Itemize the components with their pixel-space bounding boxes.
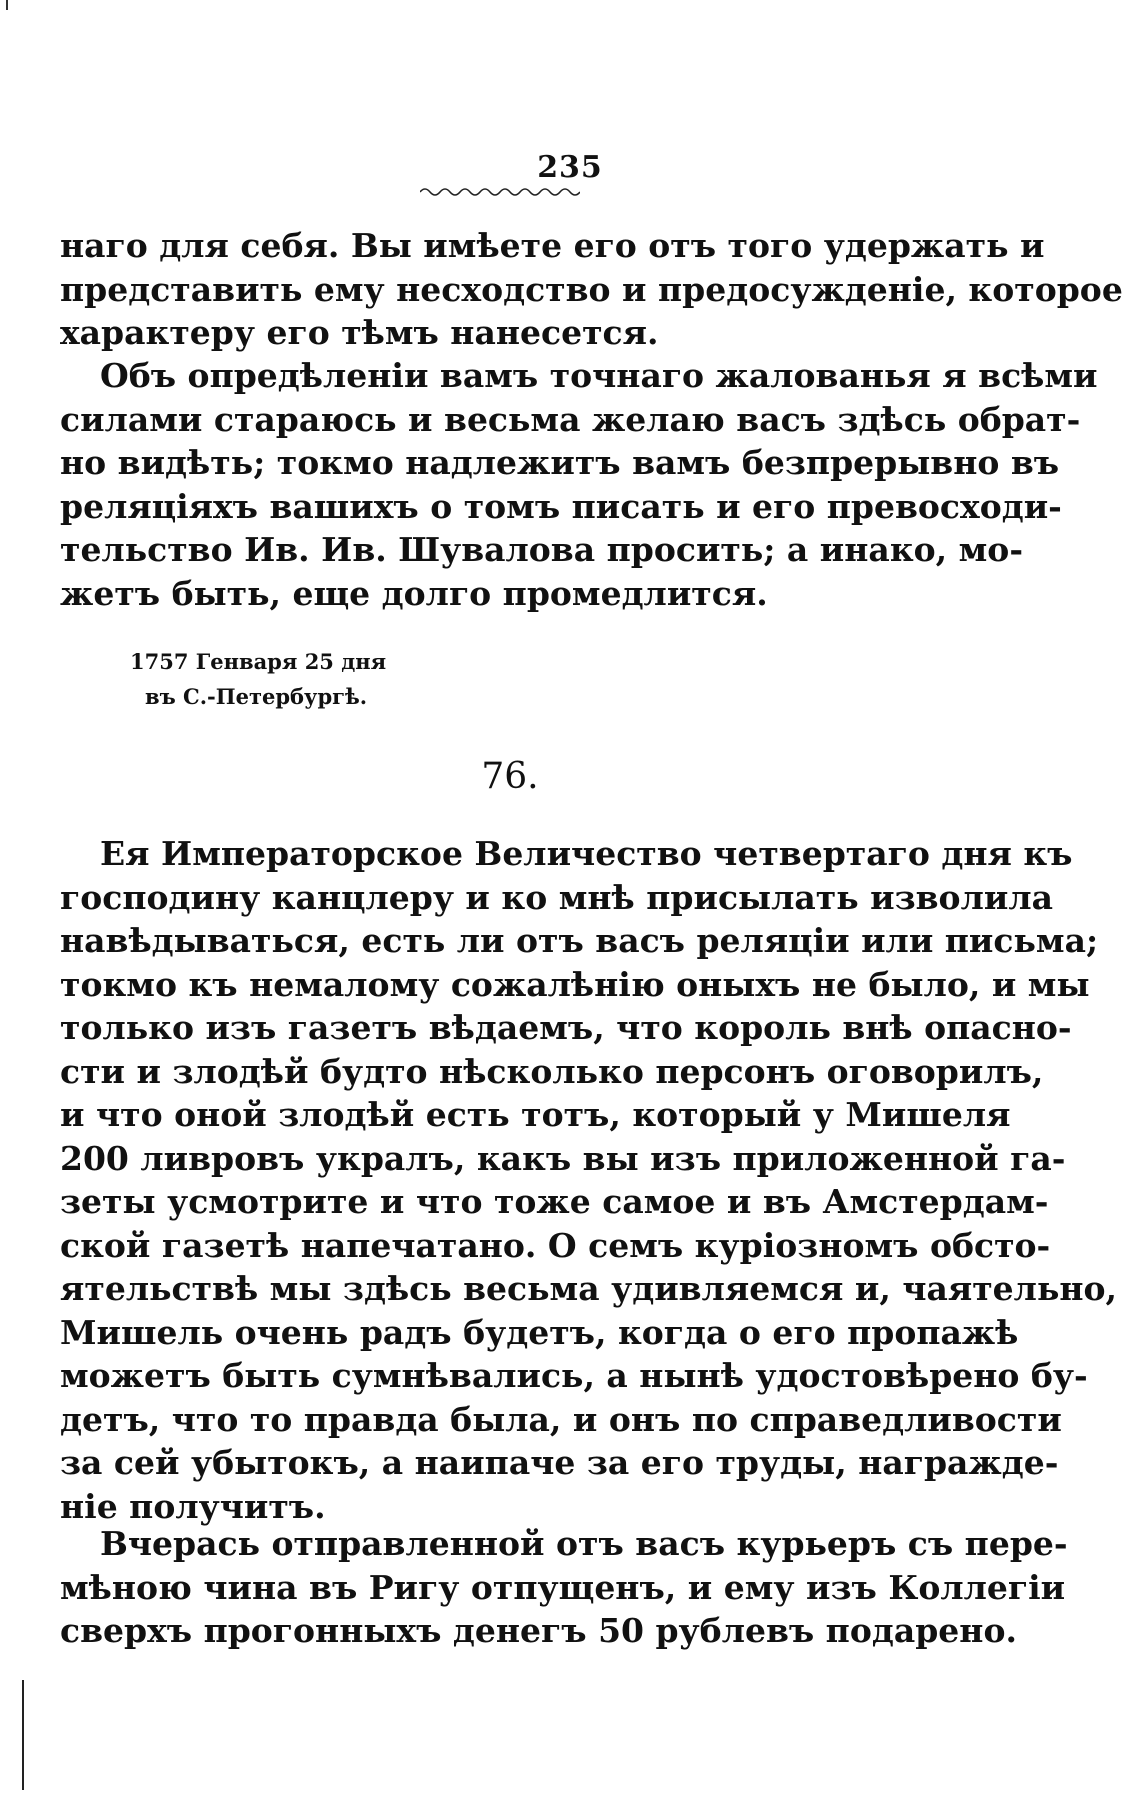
- text-line: Объ опредѣленіи вамъ точнаго жалованья я всѣми: [100, 356, 1098, 395]
- letter-number: 76.: [481, 756, 539, 797]
- text-line: и что оной злодѣй есть тотъ, который у Мишеля: [60, 1095, 1011, 1134]
- paragraph-courier: [60, 1522, 1068, 1653]
- text-line: ской газетѣ напечатано. О семъ куріозномъ обсто-: [60, 1225, 1051, 1265]
- text-line: Ея Императорское Величество четвертаго дня къ: [100, 834, 1073, 873]
- text-line: за сей убытокъ, а наипаче за его труды, награжде-: [60, 1443, 1059, 1482]
- text-line: жетъ быть, еще долго промедлится.: [60, 573, 768, 613]
- text-line: Вчерась отправленной отъ васъ курьеръ съ пере-: [100, 1524, 1068, 1563]
- signature-place: въ С.-Петербургѣ.: [145, 684, 368, 709]
- text-line: характеру его тѣмъ нанесется.: [60, 313, 659, 352]
- text-line: 200 ливровъ укралъ, какъ вы изъ приложенной га-: [60, 1138, 1066, 1178]
- text-line: сти и злодѣй будто нѣсколько персонъ оговорилъ,: [60, 1051, 1044, 1091]
- text-line: детъ, что то правда была, и онъ по справедливости: [60, 1399, 1062, 1439]
- text-line: господину канцлеру и ко мнѣ присылать изволила: [60, 877, 1053, 917]
- scan-corner-mark: [6, 0, 8, 10]
- text-line: навѣдываться, есть ли отъ васъ реляціи или письма;: [60, 921, 1099, 960]
- paragraph-empress: [60, 832, 1117, 1528]
- text-line: мѣною чина въ Ригу отпущенъ, и ему изъ Коллегіи: [60, 1567, 1066, 1607]
- text-line: зеты усмотрите и что тоже самое и въ Амстердам-: [60, 1182, 1049, 1221]
- text-line: ніе получитъ.: [60, 1486, 326, 1526]
- text-line: только изъ газетъ вѣдаемъ, что король внѣ опасно-: [60, 1008, 1072, 1047]
- wavy-rule-ornament: [420, 186, 580, 198]
- text-line: но видѣть; токмо надлежитъ вамъ безпрерывно въ: [60, 443, 1060, 482]
- text-line: Мишель очень радъ будетъ, когда о его пропажѣ: [60, 1312, 1019, 1352]
- paragraph-salary: [60, 354, 1098, 615]
- binding-edge-line: [22, 1680, 24, 1790]
- text-line: можетъ быть сумнѣвались, а нынѣ удостовѣрено бу-: [60, 1356, 1088, 1395]
- text-line: представить ему несходство и предосужденіе, которое: [60, 269, 1123, 309]
- text-line: реляціяхъ вашихъ о томъ писать и его превосходи-: [60, 486, 1062, 526]
- text-line: ятельствѣ мы здѣсь весьма удивляемся и, чаятельно,: [60, 1269, 1117, 1308]
- text-line: наго для себя. Вы имѣете его отъ того удержать и: [60, 226, 1045, 265]
- text-line: силами стараюсь и весьма желаю васъ здѣсь обрат-: [60, 399, 1081, 439]
- text-line: тельство Ив. Ив. Шувалова просить; а инако, мо-: [60, 530, 1024, 569]
- text-line: сверхъ прогонныхъ денегъ 50 рублевъ подарено.: [60, 1611, 1017, 1650]
- signature-date: 1757 Генваря 25 дня: [130, 649, 387, 674]
- page-number: 235: [537, 150, 603, 185]
- paragraph-continuation: [60, 224, 1123, 355]
- text-line: токмо къ немалому сожалѣнію оныхъ не было, и мы: [60, 964, 1090, 1004]
